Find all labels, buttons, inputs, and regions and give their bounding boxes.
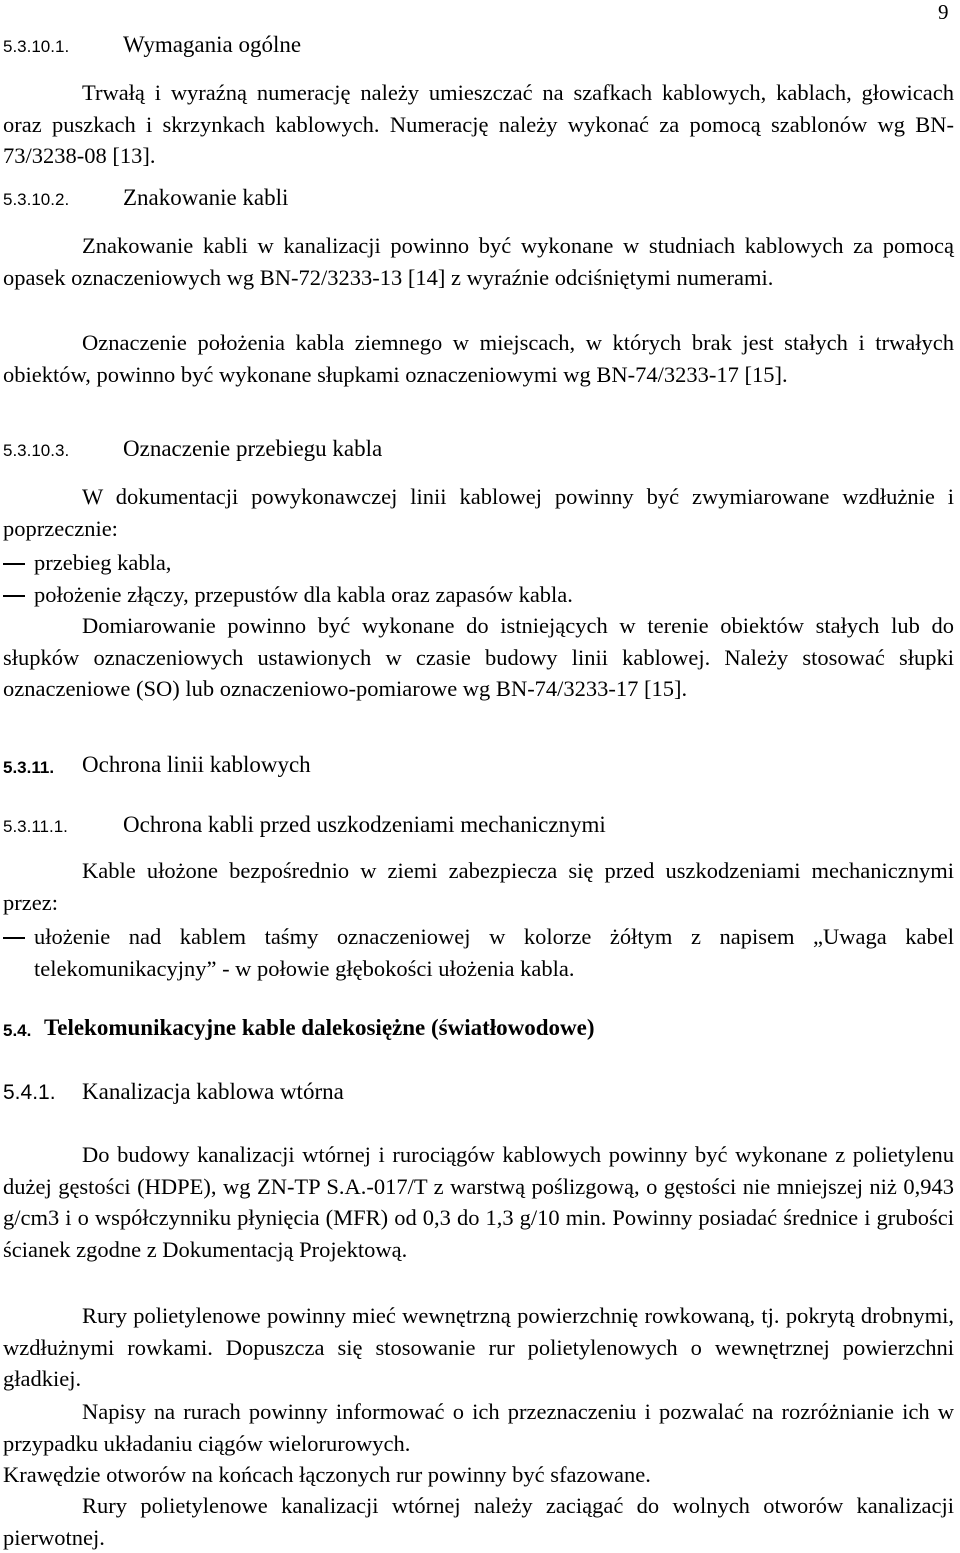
section-number: 5.3.11.1. — [3, 817, 68, 836]
section-title: Kanalizacja kablowa wtórna — [82, 1079, 344, 1104]
section-title: Oznaczenie przebiegu kabla — [123, 436, 383, 461]
section-number: 5.3.11. — [3, 758, 55, 777]
paragraph: Napisy na rurach powinny informować o ich przeznaczeniu i pozwalać na rozróżnianie ich w przypadku układaniu ciągów wielorurowych. — [3, 1399, 954, 1456]
paragraph: W dokumentacji powykonawczej linii kablowej powinny być zwymiarowane wzdłużnie i poprzecznie: — [3, 484, 954, 541]
section-title: Wymagania ogólne — [123, 32, 302, 57]
section-title: Ochrona kabli przed uszkodzeniami mechanicznymi — [123, 812, 606, 837]
section-number: 5.3.10.1. — [3, 37, 70, 56]
paragraph: Trwałą i wyraźną numerację należy umieszczać na szafkach kablowych, kablach, głowicach oraz puszkach i skrzynkach kablowych. Numerację należy wykonać za pomocą szablonów wg BN-73/3238-08 [13]. — [3, 80, 954, 168]
list-item — [3, 547, 954, 579]
paragraph: Rury polietylenowe powinny mieć wewnętrzną powierzchnię rowkowaną, tj. pokrytą drobnymi, wzdłużnymi rowkami. Dopuszcza się stosowanie rur polietylenowych o wewnętrznej powierzchni gładkiej. — [3, 1303, 954, 1391]
section-title: Znakowanie kabli — [123, 185, 289, 210]
section-number: 5.4.1. — [3, 1081, 56, 1104]
list-item-text: ułożenie nad kablem taśmy oznaczeniowej w kolorze żółtym z napisem „Uwaga kabel telekomunikacyjny” - w połowie głębokości ułożenia kabla. — [34, 924, 954, 981]
list-item-text: przebieg kabla, — [34, 550, 172, 575]
paragraph: Znakowanie kabli w kanalizacji powinno być wykonane w studniach kablowych za pomocą opasek oznaczeniowych wg BN-72/3233-13 [14] z wyraźnie odciśniętymi numerami. — [3, 233, 954, 290]
paragraph: Kable ułożone bezpośrednio w ziemi zabezpiecza się przed uszkodzeniami mechanicznymi przez: — [3, 858, 954, 915]
paragraph: Domiarowanie powinno być wykonane do istniejących w terenie obiektów stałych lub do słupków oznaczeniowych ustawionych w czasie budowy linii kablowej. Należy stosować słupki oznaczeniowe (SO) lub oznaczeniowo-pomiarowe wg BN-74/3233-17 [15]. — [3, 613, 954, 701]
section-number: 5.3.10.3. — [3, 441, 70, 460]
section-number: 5.4. — [3, 1021, 32, 1040]
list-item — [3, 921, 954, 984]
paragraph: Do budowy kanalizacji wtórnej i rurociągów kablowych powinny być wykonane z polietylenu dużej gęstości (HDPE), wg ZN-TP S.A.-017/T z warstwą poślizgową, o gęstości nie mniejszej niż 0,943 g/cm3 i o współczynniku płynięcia (MFR) od 0,3 do 1,3 g/10 min. Powinny posiadać średnice i grubości ścianek zgodne z Dokumentacją Projektową. — [3, 1142, 954, 1262]
section-title: Ochrona linii kablowych — [82, 752, 311, 777]
section-title: Telekomunikacyjne kable dalekosiężne (światłowodowe) — [44, 1015, 595, 1040]
list-item — [3, 579, 954, 611]
section-number: 5.3.10.2. — [3, 190, 70, 209]
paragraph: Oznaczenie położenia kabla ziemnego w miejscach, w których brak jest stałych i trwałych obiektów, powinno być wykonane słupkami oznaczeniowymi wg BN-74/3233-17 [15]. — [3, 330, 954, 387]
page-number: 9 — [938, 0, 949, 24]
list-item-text: położenie złączy, przepustów dla kabla oraz zapasów kabla. — [34, 582, 573, 607]
paragraph: Rury polietylenowe kanalizacji wtórnej należy zaciągać do wolnych otworów kanalizacji pierwotnej. — [3, 1493, 954, 1550]
paragraph: Krawędzie otworów na końcach łączonych rur powinny być sfazowane. — [3, 1462, 651, 1487]
